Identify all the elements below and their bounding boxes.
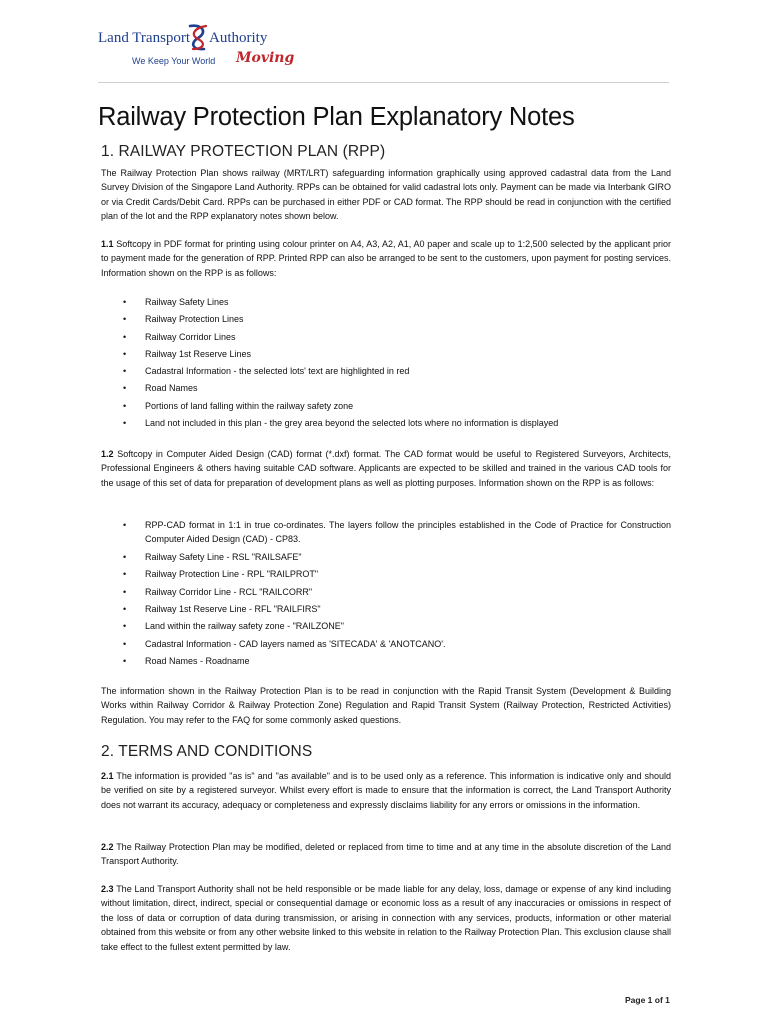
list-item: • Railway Protection Line - RPL "RAILPROT" xyxy=(123,569,319,580)
logo-text-right: Authority xyxy=(209,30,268,46)
paragraph-1-2 xyxy=(101,447,671,490)
list-item: • Railway Corridor Lines xyxy=(123,331,236,342)
list-item: • Portions of land falling within the railway safety zone xyxy=(123,400,354,411)
paragraph-text: Softcopy in PDF format for printing using colour printer on A4, A3, A2, A1, A0 paper and scale up to 1:2,500 selected by the applicant prior to payment made for the generation of RPP. Printed RPP can also be arranged to be sent to the customers, upon payment for posting services. Information shown on the RPP is as follows: xyxy=(101,239,671,278)
list-item: • Road Names xyxy=(123,383,198,394)
list-item: • Land not included in this plan - the grey area beyond the selected lots where no information is displayed xyxy=(123,418,559,429)
paragraph-text: Softcopy in Computer Aided Design (CAD) format (*.dxf) format. The CAD format would be useful to Registered Surveyors, Architects, Professional Engineers & others having suitable CAD software. Applicants are expected to be skilled and trained in the various CAD tools for the usage of this set of data for preparation of development plans as well as plotting purposes. Information shown on the RPP is as follows: xyxy=(101,449,671,488)
paragraph-number: 2.2 xyxy=(101,842,114,852)
section-2-heading: 2. TERMS AND CONDITIONS xyxy=(101,743,313,760)
paragraph-number: 2.3 xyxy=(101,884,114,894)
paragraph-number: 1.2 xyxy=(101,449,114,459)
paragraph-2-2 xyxy=(101,840,671,869)
list-item: • Railway Protection Lines xyxy=(123,314,244,325)
paragraph-number: 1.1 xyxy=(101,239,114,249)
list-item: • Cadastral Information - CAD layers named as 'SITECADA' & 'ANOTCANO'. xyxy=(123,638,446,649)
list-item: • Railway Safety Lines xyxy=(123,297,229,307)
paragraph-2-3 xyxy=(101,882,671,954)
list-item: • RPP-CAD format in 1:1 in true co-ordinates. The layers follow the principles established in the Code of Practice for Construction Computer Aided Design (CAD) - CP83. xyxy=(123,520,671,545)
list-item: • Railway 1st Reserve Lines xyxy=(123,348,252,359)
logo-swirl-icon xyxy=(184,22,212,52)
page-number: Page 1 of 1 xyxy=(625,995,670,1005)
section-1-closing: The information shown in the Railway Protection Plan is to be read in conjunction with the Rapid Transit System (Development & Building Works within Railway Corridor & Railway Protection Zone) Regulation and Rapid Transit System (Railway Protection, Restricted Activities) Regulation. You may refer to the FAQ for some commonly asked questions. xyxy=(101,686,671,725)
pdf-info-list xyxy=(101,295,671,430)
paragraph-1-1 xyxy=(101,237,671,280)
section-1-heading: 1. RAILWAY PROTECTION PLAN (RPP) xyxy=(101,143,386,160)
lta-logo xyxy=(98,22,298,78)
paragraph-text: The information is provided "as is" and "as available" and is to be used only as a reference. This information is indicative only and should be verified on site by a registered surveyor. Whilst every effort is made to ensure that the information is correct, the Land Transport Authority does not warrant its accuracy, adequacy or completeness and expressly disclaims liability for any errors or omissions in the information. xyxy=(101,771,671,810)
section-1-intro: The Railway Protection Plan shows railway (MRT/LRT) safeguarding information graphically using approved cadastral data from the Land Survey Division of the Singapore Land Authority. RPPs can be obtained for valid cadastral lots only. Payment can be made via Interbank GIRO or via Credit Cards/Debit Card. RPPs can be purchased in either PDF or CAD format. The RPP should be read in conjunction with the certified plan of the lot and the RPP explanatory notes shown below. xyxy=(101,168,671,222)
paragraph-text: The Railway Protection Plan may be modified, deleted or replaced from time to time and at any time in the absolute discretion of the Land Transport Authority. xyxy=(101,842,671,867)
list-item: • Land within the railway safety zone - "RAILZONE" xyxy=(123,621,344,632)
paragraph-2-1 xyxy=(101,769,671,812)
list-item: • Railway Corridor Line - RCL "RAILCORR" xyxy=(123,586,313,597)
logo-text-left: Land Transport xyxy=(98,30,191,46)
list-item: • Railway Safety Line - RSL "RAILSAFE" xyxy=(123,551,302,562)
header-divider xyxy=(98,82,669,83)
list-item: • Cadastral Information - the selected lots' text are highlighted in red xyxy=(123,366,410,377)
paragraph-text: The Land Transport Authority shall not be held responsible or be made liable for any delay, loss, damage or expense of any kind including without limitation, direct, indirect, special or consequential damage or economic loss as a result of any inaccuracies or omissions in respect of the loss of data or corruption of data during transmission, or arising in connection with any services, products, information or other material obtained from this website or from any other website linked to this website in relation to the Railway Protection Plan. This exclusion clause shall take effect to the fullest extent permitted by law. xyxy=(101,884,671,952)
logo-moving-word: Moving xyxy=(236,50,295,66)
logo-tagline: We Keep Your World xyxy=(132,56,216,66)
list-item: • Road Names - Roadname xyxy=(123,656,250,667)
list-item: • Railway 1st Reserve Line - RFL "RAILFIRS" xyxy=(123,604,321,615)
cad-info-list xyxy=(101,518,671,669)
document-title: Railway Protection Plan Explanatory Notes xyxy=(98,103,575,131)
paragraph-number: 2.1 xyxy=(101,771,114,781)
